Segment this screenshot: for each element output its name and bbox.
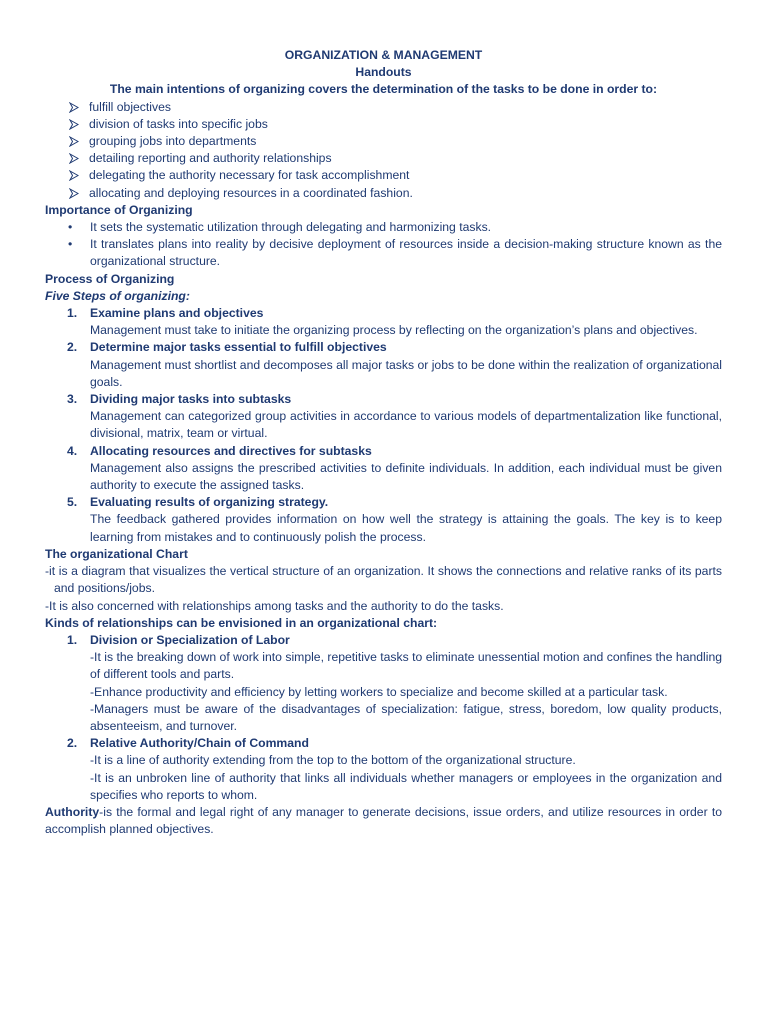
item-line: -Enhance productivity and efficiency by letting workers to specialize and become skilled at a particular task. [90, 684, 668, 699]
list-item [45, 150, 722, 167]
list-item [45, 116, 722, 133]
step-text: Management can categorized group activities in accordance to various models of departmentalization like functional, divisional, matrix, team or virtual. [90, 409, 722, 441]
item-line: -Managers must be aware of the disadvantages of specialization: fatigue, stress, boredom, low quality products, absenteeism, and turnover. [90, 701, 722, 733]
step-number: 1. [67, 306, 78, 321]
intro-list [45, 99, 722, 202]
relationships-list [45, 632, 722, 804]
list-item [45, 236, 722, 270]
step-number: 2. [67, 340, 78, 355]
list-item-text: grouping jobs into departments [89, 134, 257, 149]
list-item [45, 219, 722, 236]
list-item [45, 99, 722, 116]
list-item [45, 339, 722, 391]
step-text: The feedback gathered provides information on how well the strategy is attaining the goals. The key is to keep learning from mistakes and to continuously polish the process. [90, 512, 722, 544]
step-text: Management must shortlist and decomposes all major tasks or jobs to be done within the realization of organizational goals. [90, 357, 722, 389]
dot-bullet-icon: • [68, 220, 73, 235]
relationships-heading: Kinds of relationships can be envisioned in an organizational chart: [45, 615, 438, 630]
list-item [45, 185, 722, 202]
list-item [45, 391, 722, 443]
list-item-text: allocating and deploying resources in a coordinated fashion. [89, 185, 413, 200]
step-title: Dividing major tasks into subtasks [90, 392, 292, 407]
list-item [45, 133, 722, 150]
authority-text: -is the formal and legal right of any manager to generate decisions, issue orders, and utilize resources in order to accomplish planned objectives. [45, 804, 722, 837]
list-item-text: detailing reporting and authority relationships [89, 151, 332, 166]
list-item [45, 735, 722, 804]
document-title: ORGANIZATION & MANAGEMENT [284, 48, 483, 62]
arrowhead-bullet-icon [69, 99, 83, 116]
item-line: -It is an unbroken line of authority that links all individuals whether managers or employees in the organization and specifies who reports to whom. [90, 770, 722, 802]
process-subheading: Five Steps of organizing: [45, 288, 190, 303]
step-text: Management must take to initiate the organizing process by reflecting on the organization’s plans and objectives. [90, 323, 698, 338]
step-text: Management also assigns the prescribed activities to definite individuals. In addition, each individual must be given authority to execute the assigned tasks. [90, 460, 722, 493]
item-number: 1. [67, 632, 78, 647]
step-title: Allocating resources and directives for subtasks [90, 443, 372, 458]
item-line: -It is the breaking down of work into simple, repetitive tasks to eliminate unessential motion and confines the handling of different tools and parts. [90, 650, 722, 682]
list-item-text: It sets the systematic utilization through delegating and harmonizing tasks. [90, 220, 492, 235]
document-subtitle: Handouts [355, 65, 412, 80]
list-item-text: division of tasks into specific jobs [89, 116, 268, 131]
step-title: Evaluating results of organizing strategy. [90, 495, 329, 510]
list-item-text: delegating the authority necessary for task accomplishment [89, 168, 410, 183]
step-number: 5. [67, 495, 78, 510]
process-heading: Process of Organizing [45, 271, 175, 286]
item-line: -It is a line of authority extending from the top to the bottom of the organizational structure. [90, 753, 576, 768]
org-chart-line: -it is a diagram that visualizes the vertical structure of an organization. It shows the connections and relative ranks of its parts and positions/jobs. [45, 564, 722, 596]
step-number: 3. [67, 392, 78, 407]
arrowhead-bullet-icon [69, 185, 83, 202]
arrowhead-bullet-icon [69, 167, 83, 184]
handout-content [45, 47, 722, 838]
item-number: 2. [67, 736, 78, 751]
arrowhead-bullet-icon [69, 133, 83, 150]
authority-term: Authority [45, 804, 100, 819]
list-item [45, 443, 722, 495]
org-chart-line: -It is also concerned with relationships among tasks and the authority to do the tasks. [45, 598, 504, 613]
process-steps [45, 305, 722, 546]
list-item-text: fulfill objectives [89, 99, 171, 114]
step-number: 4. [67, 443, 78, 458]
dot-bullet-icon: • [68, 237, 73, 252]
importance-heading: Importance of Organizing [45, 202, 193, 217]
list-item [45, 305, 722, 339]
step-title: Examine plans and objectives [90, 306, 264, 321]
authority-definition [45, 804, 722, 838]
list-item [45, 167, 722, 184]
org-chart-heading: The organizational Chart [45, 546, 188, 561]
list-item [45, 632, 722, 735]
step-title: Determine major tasks essential to fulfill objectives [90, 340, 387, 355]
list-item [45, 494, 722, 546]
importance-list [45, 219, 722, 271]
arrowhead-bullet-icon [69, 150, 83, 167]
list-item-text: It translates plans into reality by decisive deployment of resources inside a decision-making structure known as the organizational structure. [90, 237, 722, 269]
item-title: Division or Specialization of Labor [90, 632, 290, 647]
intro-statement: The main intentions of organizing covers the determination of the tasks to be done in order to: [109, 82, 658, 97]
item-title: Relative Authority/Chain of Command [90, 736, 309, 751]
arrowhead-bullet-icon [69, 116, 83, 133]
